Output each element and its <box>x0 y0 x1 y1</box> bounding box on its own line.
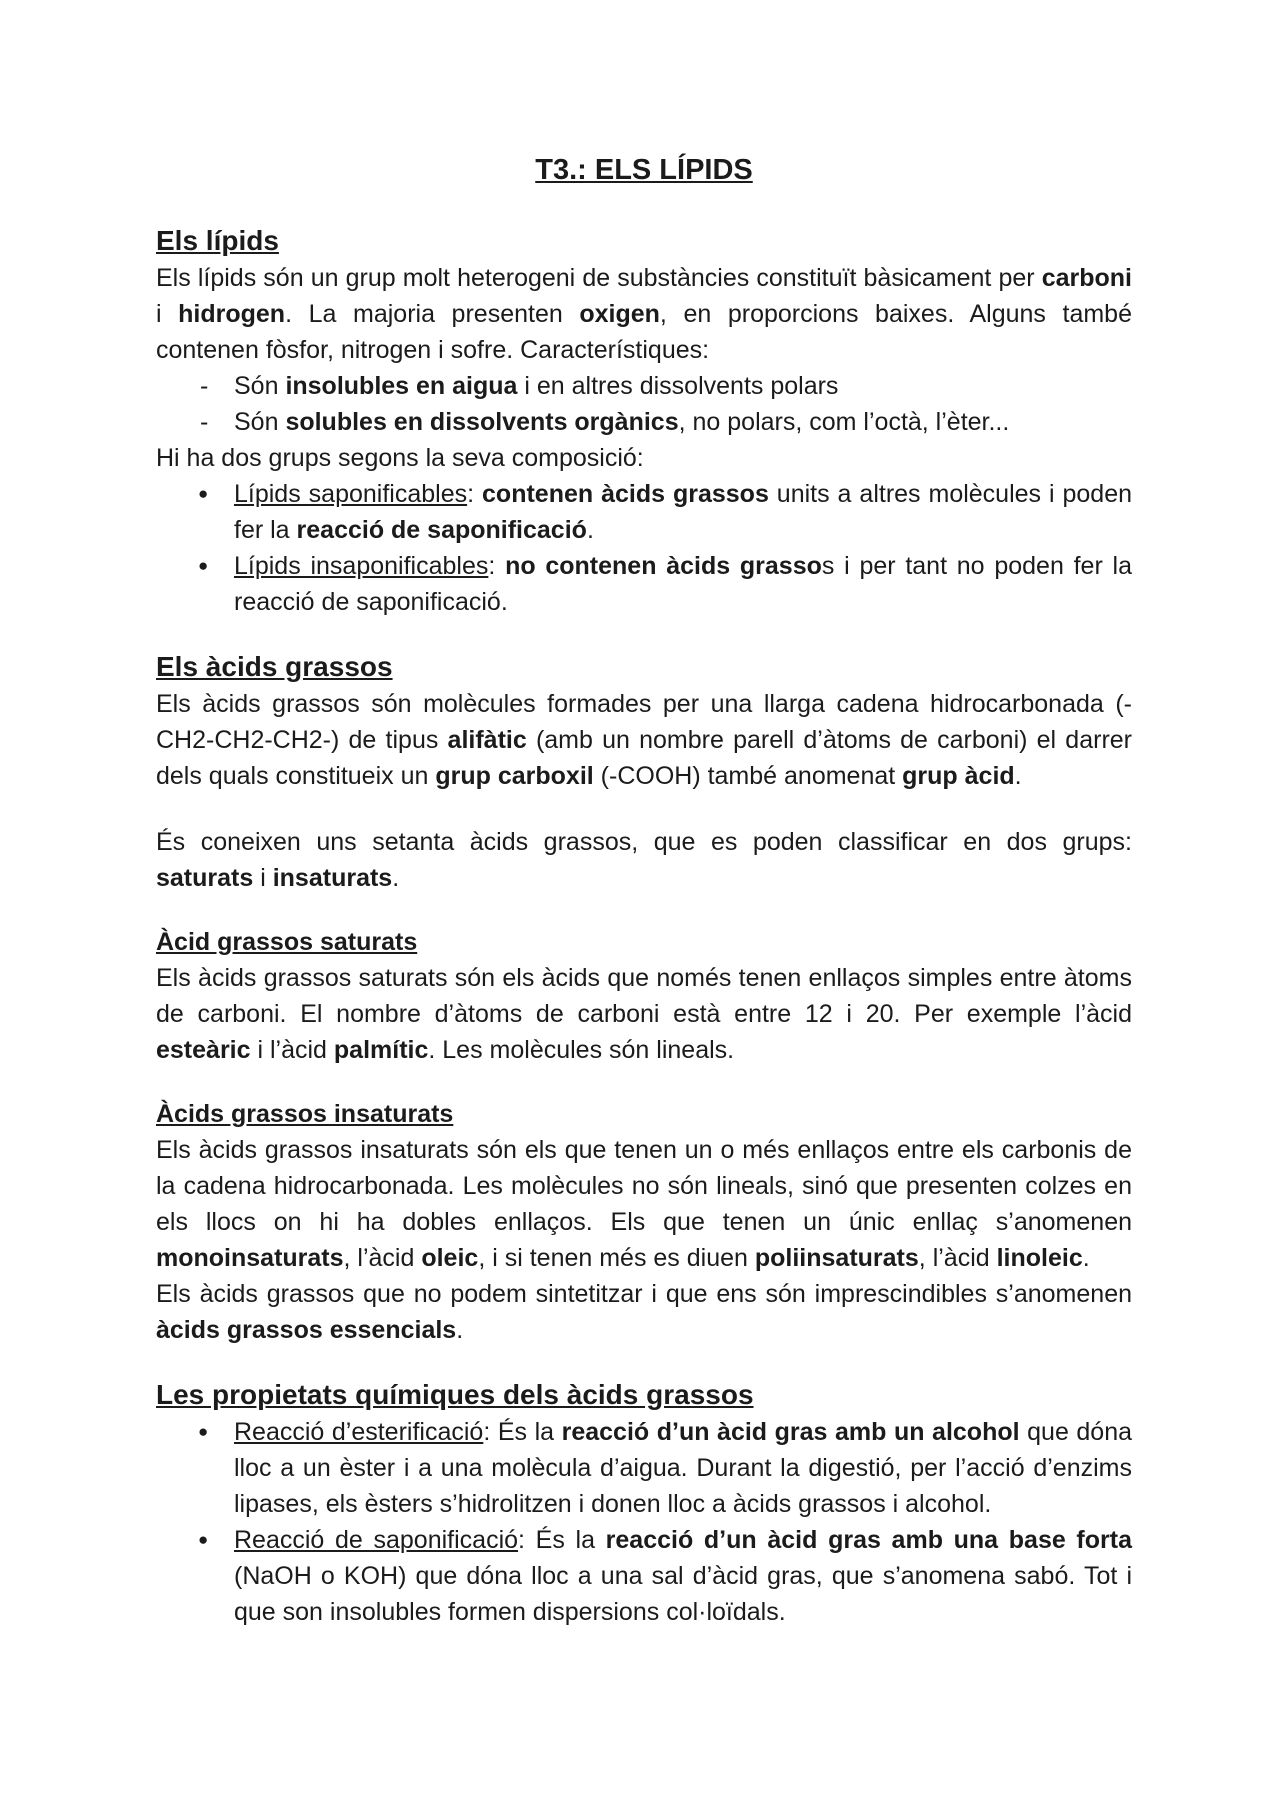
text-run: : És la <box>483 1418 562 1446</box>
characteristics-list <box>156 368 1132 440</box>
bold-term: reacció d’un àcid gras amb un alcohol <box>561 1418 1020 1446</box>
text-run: i l’àcid <box>250 1036 334 1064</box>
text-run: , l’àcid <box>343 1244 422 1272</box>
bold-term: linoleic <box>996 1244 1083 1272</box>
text-run: Són <box>234 408 286 436</box>
bold-term: insaturats <box>272 864 393 892</box>
section-heading-lipids: Els lípids <box>156 225 279 256</box>
bold-term: solubles en dissolvents orgànics <box>285 408 679 436</box>
text-run: : És la <box>518 1526 606 1554</box>
text-run: . La majoria presenten <box>285 300 580 328</box>
text-run: (-COOH) també anomenat <box>593 762 903 790</box>
page-title: T3.: ELS LÍPIDS <box>535 154 753 186</box>
lipid-groups-list <box>156 476 1132 620</box>
text-run: Hi ha dos grups segons la seva composició: <box>156 444 644 472</box>
text-run: . <box>392 864 400 892</box>
text-run: . Les molècules són lineals. <box>428 1036 735 1064</box>
fatty-acids-paragraph <box>156 686 1132 794</box>
groups-intro-paragraph <box>156 440 1132 476</box>
bold-term: insolubles en aigua <box>285 372 518 400</box>
text-run: (NaOH o KOH) que dóna lloc a una sal d’àcid gras, que s’anomena sabó. Tot i que son insolubles formen dispersions col·loïdals. <box>234 1562 1132 1626</box>
section-lipids <box>156 222 1132 620</box>
bold-term: reacció d’un àcid gras amb una base forta <box>605 1526 1132 1554</box>
essential-fatty-acids-paragraph <box>156 1276 1132 1348</box>
lipid-group-item <box>156 476 1132 548</box>
bold-term: palmític <box>333 1036 429 1064</box>
underlined-term: Reacció d’esterificació <box>234 1418 484 1446</box>
text-run: , i si tenen més es diuen <box>478 1244 755 1272</box>
text-run: i <box>156 300 179 328</box>
fatty-acids-classification-paragraph <box>156 824 1132 896</box>
underlined-term: Reacció de saponificació <box>234 1526 519 1554</box>
text-run: Són <box>234 372 286 400</box>
saturated-paragraph <box>156 960 1132 1068</box>
bold-term: monoinsaturats <box>156 1244 344 1272</box>
section-unsaturated <box>156 1096 1132 1348</box>
bold-term: oleic <box>421 1244 479 1272</box>
unsaturated-paragraph <box>156 1132 1132 1276</box>
text-run: . <box>1082 1244 1090 1272</box>
text-run: Els àcids grassos que no podem sintetitzar i que ens són imprescindibles s’anomenen <box>156 1280 1132 1308</box>
text-run: s i per tant no poden fer la reacció de saponificació. <box>234 552 1132 616</box>
text-run: . <box>456 1316 464 1344</box>
section-heading-unsaturated: Àcids grassos insaturats <box>156 1100 454 1128</box>
bold-term: reacció de saponificació <box>296 516 587 544</box>
underlined-term: Lípids insaponificables <box>234 552 489 580</box>
bold-term: alifàtic <box>447 726 527 754</box>
text-run: (amb un nombre parell d’àtoms de carboni) el darrer dels quals constitueix un <box>156 726 1132 790</box>
reaction-item <box>156 1522 1132 1630</box>
text-run: . <box>586 516 594 544</box>
section-heading-saturated: Àcid grassos saturats <box>156 928 418 956</box>
text-run: Els àcids grassos insaturats són els que tenen un o més enllaços entre els carbonis de la cadena hidrocarbonada. Les molècules no són lineals, sinó que presenten colzes en els llocs on hi ha dobles enllaços. Els que tenen un únic enllaç s’anomenen <box>156 1136 1132 1236</box>
document-page <box>156 150 1132 1658</box>
characteristic-item <box>156 404 1132 440</box>
text-run: : <box>467 480 483 508</box>
bold-term: carboni <box>1041 264 1132 292</box>
text-run: , no polars, com l’octà, l’èter... <box>678 408 1010 436</box>
section-saturated <box>156 924 1132 1068</box>
lipid-group-item <box>156 548 1132 620</box>
text-run: units a altres molècules i poden fer la <box>234 480 1133 544</box>
bold-term: àcids grassos essencials <box>156 1316 457 1344</box>
underlined-term: Lípids saponificables <box>234 480 468 508</box>
section-heading-fatty-acids: Els àcids grassos <box>156 651 393 682</box>
bold-term: esteàric <box>156 1036 251 1064</box>
section-fatty-acids <box>156 648 1132 896</box>
bold-term: oxigen <box>579 300 660 328</box>
bold-term: contenen àcids grassos <box>482 480 769 508</box>
text-run: Els lípids són un grup molt heterogeni de substàncies constituït bàsicament per <box>156 264 1042 292</box>
section-chemical-properties <box>156 1376 1132 1630</box>
text-run: : <box>488 552 506 580</box>
bold-term: grup carboxil <box>435 762 594 790</box>
characteristic-item <box>156 368 1132 404</box>
text-run: i <box>253 864 273 892</box>
bold-term: hidrogen <box>178 300 286 328</box>
text-run: , en proporcions baixes. Alguns també contenen fòsfor, nitrogen i sofre. Característiques: <box>156 300 1132 364</box>
bold-term: no contenen àcids grasso <box>505 552 822 580</box>
reaction-item <box>156 1414 1132 1522</box>
lipids-intro-paragraph <box>156 260 1132 368</box>
bold-term: saturats <box>156 864 254 892</box>
bold-term: grup àcid <box>902 762 1015 790</box>
text-run: i en altres dissolvents polars <box>517 372 839 400</box>
reactions-list <box>156 1414 1132 1630</box>
text-run: . <box>1014 762 1022 790</box>
text-run: , l’àcid <box>918 1244 997 1272</box>
text-run: Els àcids grassos són molècules formades per una llarga cadena hidrocarbonada (-CH2-CH2-CH2-) de tipus <box>156 690 1132 754</box>
text-run: que dóna lloc a un èster i a una molècula d’aigua. Durant la digestió, per l’acció d’enzims lipases, els èsters s’hidrolitzen i donen lloc a àcids grassos i alcohol. <box>234 1418 1133 1518</box>
text-run: Els àcids grassos saturats són els àcids que només tenen enllaços simples entre àtoms de carboni. El nombre d’àtoms de carboni està entre 12 i 20. Per exemple l’àcid <box>156 964 1132 1028</box>
bold-term: poliinsaturats <box>754 1244 919 1272</box>
text-run: És coneixen uns setanta àcids grassos, que es poden classificar en dos grups: <box>156 828 1132 856</box>
section-heading-chemical-properties: Les propietats químiques dels àcids grassos <box>156 1379 754 1410</box>
